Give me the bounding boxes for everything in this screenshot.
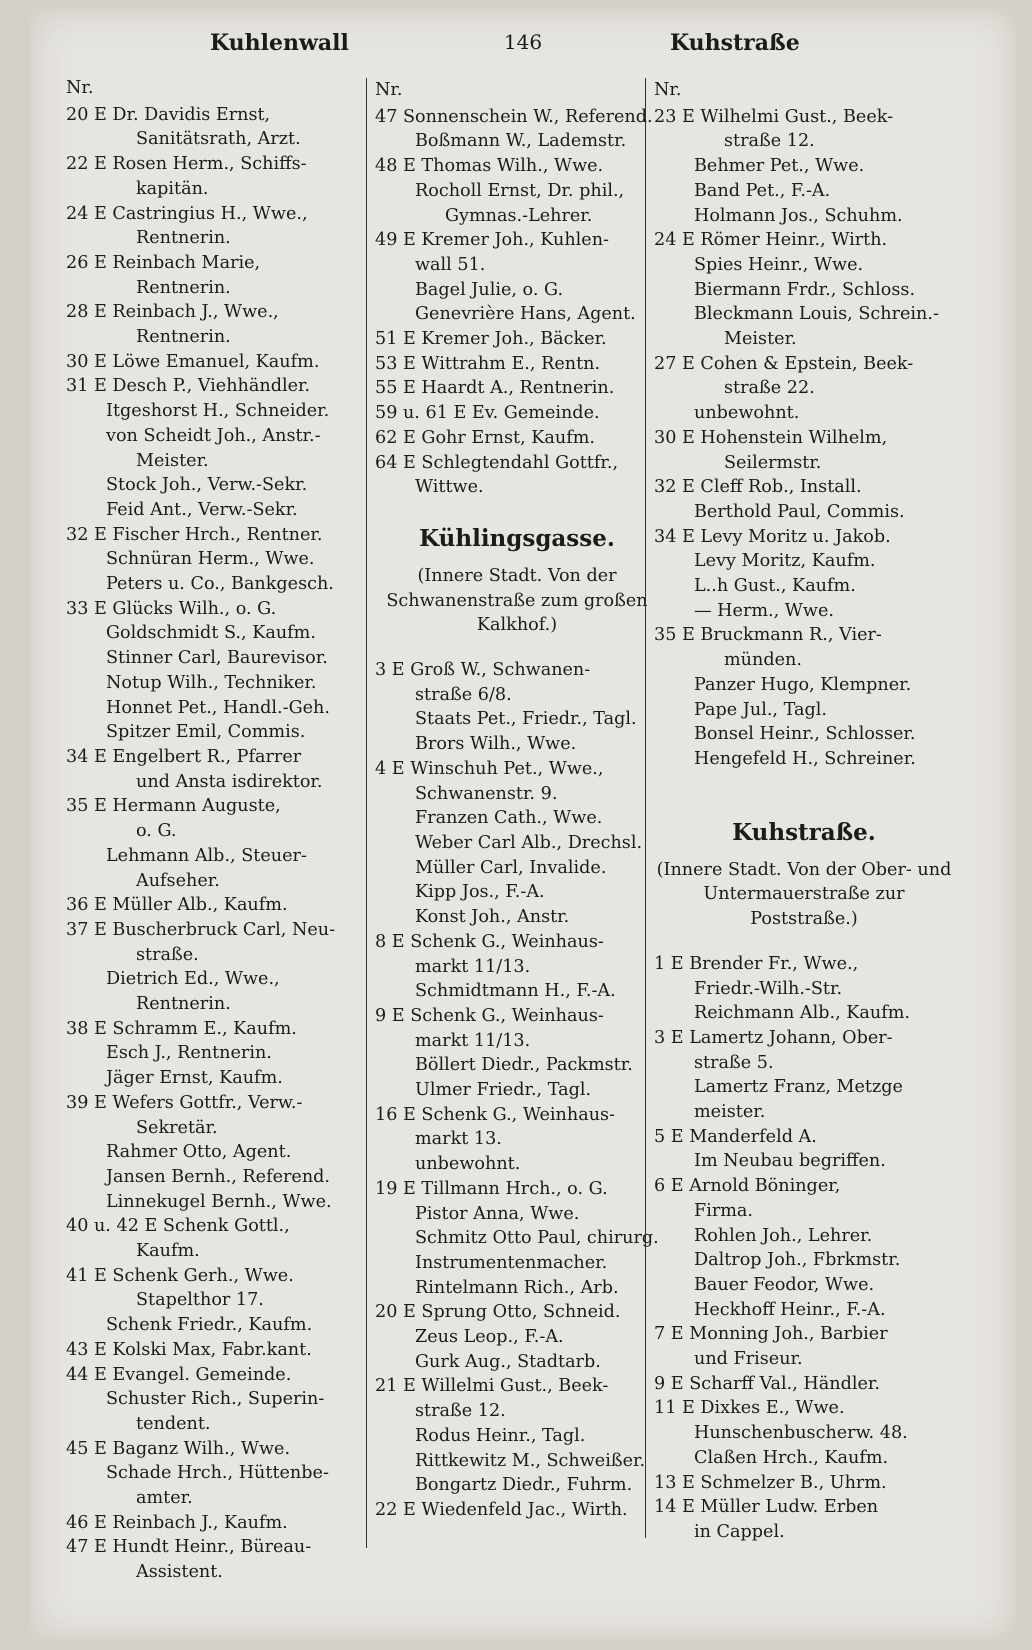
entry-line: 36 E Müller Alb., Kaufm. bbox=[66, 895, 288, 916]
entry-line: Assistent. bbox=[136, 1562, 223, 1583]
entry-line: Claßen Hrch., Kaufm. bbox=[694, 1447, 889, 1468]
entry-line: 37 E Buscherbruck Carl, Neu- bbox=[66, 919, 336, 940]
entry-line: Rentnerin. bbox=[136, 228, 231, 249]
entry-line: Sekretär. bbox=[136, 1117, 218, 1138]
entry-line: 34 E Engelbert R., Pfarrer bbox=[66, 746, 302, 767]
entry-line: 43 E Kolski Max, Fabr.kant. bbox=[66, 1339, 312, 1360]
entry-line: Staats Pet., Friedr., Tagl. bbox=[415, 709, 637, 730]
entry-line: Seilermstr. bbox=[724, 452, 822, 473]
entry-line: 30 E Löwe Emanuel, Kaufm. bbox=[66, 351, 320, 372]
entry-line: Hengefeld H., Schreiner. bbox=[694, 748, 916, 769]
entry-line: 38 E Schramm E., Kaufm. bbox=[66, 1018, 297, 1039]
running-head-right: Kuhstraße bbox=[670, 30, 800, 56]
entry-line: Stock Joh., Verw.-Sekr. bbox=[106, 475, 308, 496]
entry-line: Meister. bbox=[724, 329, 797, 350]
entry-line: Rentnerin. bbox=[136, 994, 231, 1015]
entry-line: 3 E Lamertz Johann, Ober- bbox=[654, 1027, 893, 1048]
entry-line: 24 E Römer Heinr., Wirth. bbox=[654, 230, 888, 251]
column-1 bbox=[66, 76, 376, 1640]
entry-line: Peters u. Co., Bankgesch. bbox=[106, 574, 334, 595]
entry-line: tendent. bbox=[136, 1413, 211, 1434]
column-2 bbox=[366, 78, 659, 1548]
entry-line: Wittwe. bbox=[415, 477, 484, 498]
entry-line: straße 5. bbox=[694, 1052, 774, 1073]
entry-line: markt 13. bbox=[415, 1129, 502, 1150]
entry-line: Lamertz Franz, Metzge bbox=[694, 1077, 903, 1098]
entry-line: 47 E Hundt Heinr., Büreau- bbox=[66, 1537, 312, 1558]
entry-line: 46 E Reinbach J., Kaufm. bbox=[66, 1512, 288, 1533]
entry-line: Kipp Jos., F.-A. bbox=[415, 882, 545, 903]
entry-line: Sanitätsrath, Arzt. bbox=[136, 129, 301, 150]
entry-line: 62 E Gohr Ernst, Kaufm. bbox=[375, 427, 596, 448]
entry-line: Itgeshorst H., Schneider. bbox=[106, 401, 330, 422]
entry-line: Schade Hrch., Hüttenbe- bbox=[106, 1463, 329, 1484]
entry-line: Rentnerin. bbox=[136, 277, 231, 298]
entry-line: Zeus Leop., F.-A. bbox=[415, 1327, 564, 1348]
entry-line: 28 E Reinbach J., Wwe., bbox=[66, 302, 279, 323]
entry-line: Heckhoff Heinr., F.-A. bbox=[694, 1299, 886, 1320]
entry-line: Stapelthor 17. bbox=[136, 1290, 264, 1311]
entry-line: markt 11/13. bbox=[415, 956, 531, 977]
entry-line: 9 E Schenk G., Weinhaus- bbox=[375, 1005, 604, 1026]
entry-line: 7 E Monning Joh., Barbier bbox=[654, 1324, 888, 1345]
entry-line: 9 E Scharff Val., Händler. bbox=[654, 1373, 880, 1394]
entry-line: Jansen Bernh., Referend. bbox=[106, 1166, 331, 1187]
entry-line: 48 E Thomas Wilh., Wwe. bbox=[375, 156, 604, 177]
entry-line: Spies Heinr., Wwe. bbox=[694, 254, 864, 275]
entry-line: Müller Carl, Invalide. bbox=[415, 857, 607, 878]
entry-line: 1 E Brender Fr., Wwe., bbox=[654, 953, 859, 974]
entry-line: Firma. bbox=[694, 1200, 754, 1221]
entry-line: Levy Moritz, Kaufm. bbox=[694, 551, 876, 572]
entry-line: in Cappel. bbox=[694, 1521, 785, 1542]
entry-line: Stinner Carl, Baurevisor. bbox=[106, 648, 328, 669]
entry-line: 41 E Schenk Gerh., Wwe. bbox=[66, 1265, 294, 1286]
entry-line: Gurk Aug., Stadtarb. bbox=[415, 1351, 601, 1372]
entry-line: Daltrop Joh., Fbrkmstr. bbox=[694, 1250, 901, 1271]
entry-line: 16 E Schenk G., Weinhaus- bbox=[375, 1104, 615, 1125]
entry-line: 31 E Desch P., Viehhändler. bbox=[66, 376, 311, 397]
entry-line: Instrumentenmacher. bbox=[415, 1252, 608, 1273]
entry-line: wall 51. bbox=[415, 254, 486, 275]
entry-line: 35 E Hermann Auguste, bbox=[66, 796, 281, 817]
entry-line: Brors Wilh., Wwe. bbox=[415, 734, 577, 755]
entry-line: amter. bbox=[136, 1488, 193, 1509]
entry-line: Franzen Cath., Wwe. bbox=[415, 808, 603, 829]
entry-line: Ulmer Friedr., Tagl. bbox=[415, 1080, 592, 1101]
nr-label: Nr. bbox=[66, 78, 94, 98]
entry-line: Meister. bbox=[136, 450, 209, 471]
entry-line: 30 E Hohenstein Wilhelm, bbox=[654, 427, 888, 448]
entry-line: straße 22. bbox=[724, 378, 815, 399]
entry-line: 55 E Haardt A., Rentnerin. bbox=[375, 378, 615, 399]
entry-line: Weber Carl Alb., Drechsl. bbox=[415, 832, 643, 853]
entry-line: straße 12. bbox=[415, 1401, 506, 1422]
entry-line: Band Pet., F.-A. bbox=[694, 180, 831, 201]
entry-line: Behmer Pet., Wwe. bbox=[694, 156, 865, 177]
entry-line: Rodus Heinr., Tagl. bbox=[415, 1425, 586, 1446]
entry-line: 45 E Baganz Wilh., Wwe. bbox=[66, 1438, 291, 1459]
entry-line: Pape Jul., Tagl. bbox=[694, 699, 827, 720]
entry-line: 33 E Glücks Wilh., o. G. bbox=[66, 598, 277, 619]
entry-line: Im Neubau begriffen. bbox=[694, 1151, 886, 1172]
entry-line: 59 u. 61 E Ev. Gemeinde. bbox=[375, 403, 600, 424]
entry-line: 44 E Evangel. Gemeinde. bbox=[66, 1364, 292, 1385]
column-3 bbox=[645, 78, 954, 1542]
street-heading: Kühlingsgasse. bbox=[419, 524, 615, 552]
entry-line: 39 E Wefers Gottfr., Verw.- bbox=[66, 1092, 303, 1113]
street-description: (Innere Stadt. Von der Ober- und Untermauerstraße zur Poststraße.) bbox=[656, 859, 952, 930]
entry-line: Lehmann Alb., Steuer- bbox=[106, 845, 307, 866]
page-number: 146 bbox=[503, 30, 543, 54]
entry-list bbox=[654, 952, 954, 1545]
entry-line: unbewohnt. bbox=[415, 1154, 521, 1175]
entry-line: markt 11/13. bbox=[415, 1030, 531, 1051]
entry-line: Hunschenbuscherw. 48. bbox=[694, 1423, 908, 1444]
entry-line: Friedr.-Wilh.-Str. bbox=[694, 978, 843, 999]
entry-line: unbewohnt. bbox=[694, 403, 800, 424]
entry-line: kapitän. bbox=[136, 178, 209, 199]
entry-line: Reichmann Alb., Kaufm. bbox=[694, 1003, 911, 1024]
entry-line: 49 E Kremer Joh., Kuhlen- bbox=[375, 230, 609, 251]
entry-line: 8 E Schenk G., Weinhaus- bbox=[375, 931, 604, 952]
entry-line: 24 E Castringius H., Wwe., bbox=[66, 203, 308, 224]
entry-line: Rintelmann Rich., Arb. bbox=[415, 1277, 619, 1298]
entry-line: Bleckmann Louis, Schrein.- bbox=[694, 304, 939, 325]
entry-line: Schwanenstr. 9. bbox=[415, 783, 558, 804]
entry-line: Schnüran Herm., Wwe. bbox=[106, 549, 315, 570]
entry-line: meister. bbox=[694, 1102, 766, 1123]
entry-line: Notup Wilh., Techniker. bbox=[106, 672, 317, 693]
entry-line: 34 E Levy Moritz u. Jakob. bbox=[654, 526, 891, 547]
entry-line: 5 E Manderfeld A. bbox=[654, 1126, 817, 1147]
street-heading: Kuhstraße. bbox=[732, 818, 876, 846]
entry-line: 22 E Wiedenfeld Jac., Wirth. bbox=[375, 1499, 628, 1520]
entry-line: Rahmer Otto, Agent. bbox=[106, 1142, 292, 1163]
entry-line: münden. bbox=[724, 650, 802, 671]
entry-line: Gymnas.-Lehrer. bbox=[445, 205, 593, 226]
entry-line: 53 E Wittrahm E., Rentn. bbox=[375, 353, 601, 374]
entry-line: Schenk Friedr., Kaufm. bbox=[106, 1315, 313, 1336]
entry-line: Spitzer Emil, Commis. bbox=[106, 722, 306, 743]
entry-line: Linnekugel Bernh., Wwe. bbox=[106, 1191, 332, 1212]
entry-line: Rittkewitz M., Schweißer. bbox=[415, 1450, 646, 1471]
entry-line: Honnet Pet., Handl.-Geh. bbox=[106, 697, 330, 718]
entry-line: 35 E Bruckmann R., Vier- bbox=[654, 625, 882, 646]
entry-line: Kaufm. bbox=[136, 1241, 200, 1262]
entry-line: 27 E Cohen & Epstein, Beek- bbox=[654, 353, 914, 374]
entry-list bbox=[66, 103, 376, 1585]
entry-line: Boßmann W., Lademstr. bbox=[415, 131, 627, 152]
entry-line: 20 E Dr. Davidis Ernst, bbox=[66, 104, 271, 125]
entry-line: 22 E Rosen Herm., Schiffs- bbox=[66, 154, 307, 175]
entry-line: 26 E Reinbach Marie, bbox=[66, 252, 261, 273]
entry-line: 20 E Sprung Otto, Schneid. bbox=[375, 1302, 621, 1323]
entry-line: Bagel Julie, o. G. bbox=[415, 279, 564, 300]
nr-label: Nr. bbox=[375, 80, 403, 100]
entry-line: 3 E Groß W., Schwanen- bbox=[375, 660, 591, 681]
entry-line: straße 6/8. bbox=[415, 684, 512, 705]
entry-line: 14 E Müller Ludw. Erben bbox=[654, 1497, 879, 1518]
running-head-left: Kuhlenwall bbox=[210, 30, 349, 56]
entry-line: 64 E Schlegtendahl Gottfr., bbox=[375, 452, 619, 473]
entry-line: Feid Ant., Verw.-Sekr. bbox=[106, 499, 298, 520]
entry-line: 4 E Winschuh Pet., Wwe., bbox=[375, 758, 604, 779]
entry-line: Pistor Anna, Wwe. bbox=[415, 1203, 580, 1224]
entry-line: Dietrich Ed., Wwe., bbox=[106, 969, 280, 990]
entry-line: 19 E Tillmann Hrch., o. G. bbox=[375, 1178, 608, 1199]
entry-line: Jäger Ernst, Kaufm. bbox=[106, 1068, 283, 1089]
entry-line: Schmidtmann H., F.-A. bbox=[415, 981, 616, 1002]
entry-line: 21 E Willelmi Gust., Beek- bbox=[375, 1376, 609, 1397]
entry-line: und Ansta isdirektor. bbox=[136, 771, 323, 792]
entry-line: Rentnerin. bbox=[136, 327, 231, 348]
entry-line: Berthold Paul, Commis. bbox=[694, 501, 905, 522]
entry-line: und Friseur. bbox=[694, 1349, 803, 1370]
entry-line: Rocholl Ernst, Dr. phil., bbox=[415, 180, 625, 201]
entry-line: Holmann Jos., Schuhm. bbox=[694, 205, 903, 226]
entry-line: 32 E Fischer Hrch., Rentner. bbox=[66, 524, 323, 545]
entry-line: straße. bbox=[136, 944, 199, 965]
entry-line: — Herm., Wwe. bbox=[694, 600, 834, 621]
entry-line: 23 E Wilhelmi Gust., Beek- bbox=[654, 106, 894, 127]
nr-label: Nr. bbox=[654, 80, 682, 100]
directory-page bbox=[30, 8, 1016, 1640]
entry-line: 11 E Dixkes E., Wwe. bbox=[654, 1398, 845, 1419]
entry-line: straße 12. bbox=[724, 131, 815, 152]
entry-line: 40 u. 42 E Schenk Gottl., bbox=[66, 1216, 290, 1237]
entry-line: Genevrière Hans, Agent. bbox=[415, 304, 636, 325]
entry-line: L..h Gust., Kaufm. bbox=[694, 576, 856, 597]
entry-list bbox=[654, 105, 954, 772]
entry-line: von Scheidt Joh., Anstr.- bbox=[106, 425, 321, 446]
entry-list bbox=[375, 105, 659, 500]
street-description: (Innere Stadt. Von der Schwanenstraße zum großen Kalkhof.) bbox=[386, 565, 648, 636]
entry-line: Schuster Rich., Superin- bbox=[106, 1389, 325, 1410]
entry-line: Aufseher. bbox=[136, 870, 220, 891]
entry-line: Schmitz Otto Paul, chirurg. bbox=[415, 1228, 659, 1249]
entry-line: Goldschmidt S., Kaufm. bbox=[106, 623, 316, 644]
entry-line: 13 E Schmelzer B., Uhrm. bbox=[654, 1472, 887, 1493]
entry-list bbox=[375, 658, 659, 1523]
entry-line: 32 E Cleff Rob., Install. bbox=[654, 477, 862, 498]
entry-line: o. G. bbox=[136, 821, 177, 842]
entry-line: Esch J., Rentnerin. bbox=[106, 1043, 272, 1064]
entry-line: Bonsel Heinr., Schlosser. bbox=[694, 724, 916, 745]
entry-line: Panzer Hugo, Klempner. bbox=[694, 674, 912, 695]
entry-line: Bongartz Diedr., Fuhrm. bbox=[415, 1475, 633, 1496]
entry-line: 51 E Kremer Joh., Bäcker. bbox=[375, 329, 607, 350]
entry-line: Biermann Frdr., Schloss. bbox=[694, 279, 916, 300]
entry-line: Bauer Feodor, Wwe. bbox=[694, 1274, 875, 1295]
entry-line: Böllert Diedr., Packmstr. bbox=[415, 1055, 633, 1076]
entry-line: Rohlen Joh., Lehrer. bbox=[694, 1225, 873, 1246]
entry-line: Konst Joh., Anstr. bbox=[415, 907, 570, 928]
entry-line: 47 Sonnenschein W., Referend. bbox=[375, 106, 653, 127]
entry-line: 6 E Arnold Böninger, bbox=[654, 1176, 841, 1197]
